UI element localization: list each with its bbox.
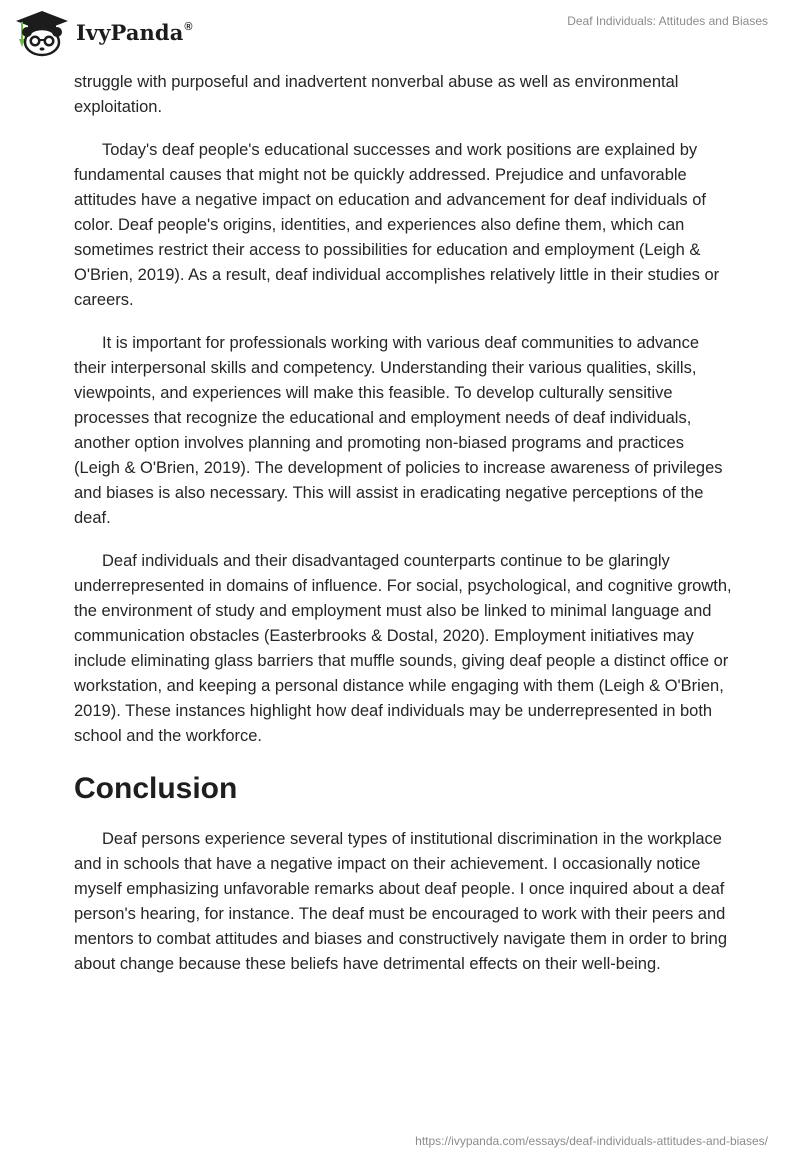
conclusion-heading: Conclusion <box>74 772 238 805</box>
paragraph-continuation: struggle with purposeful and inadvertent nonverbal abuse as well as environmental exploitation. <box>74 73 679 116</box>
essay-body <box>74 70 734 995</box>
brand-name: IvyPanda® <box>76 20 193 45</box>
ivypanda-logo[interactable] <box>14 9 193 57</box>
registered-mark: ® <box>184 21 193 33</box>
paragraph: Today's deaf people's educational successes and work positions are explained by fundamental causes that might not be quickly addressed. Prejudice and unfavorable attitudes have a negative impact on education and advancement for deaf individuals of color. Deaf people's origins, identities, and experiences also define them, which can sometimes restrict their access to possibilities for education and employment (Leigh & O'Brien, 2019). As a result, deaf individual accomplishes relatively little in their studies or careers. <box>74 141 720 309</box>
source-url[interactable]: https://ivypanda.com/essays/deaf-individuals-attitudes-and-biases/ <box>415 1134 768 1148</box>
paragraph: Deaf individuals and their disadvantaged counterparts continue to be glaringly underrepresented in domains of influence. For social, psychological, and cognitive growth, the environment of study and employment must also be linked to minimal language and communication obstacles (Easterbrooks & Dostal, 2020). Employment initiatives may include eliminating glass barriers that muffle sounds, giving deaf people a distinct office or workstation, and keeping a personal distance while engaging with them (Leigh & O'Brien, 2019). These instances highlight how deaf individuals may be underrepresented in both school and the workforce. <box>74 552 732 745</box>
paragraph: It is important for professionals working with various deaf communities to advance their interpersonal skills and competency. Understanding their various qualities, skills, viewpoints, and experiences will make this feasible. To develop culturally sensitive processes that recognize the educational and employment needs of deaf individuals, another option involves planning and promoting non-biased programs and practices (Leigh & O'Brien, 2019). The development of policies to increase awareness of privileges and biases is also necessary. This will assist in eradicating negative perceptions of the deaf. <box>74 334 723 527</box>
conclusion-paragraph: Deaf persons experience several types of institutional discrimination in the workplace and in schools that have a negative impact on their achievement. I occasionally notice myself emphasizing unfavorable remarks about deaf people. I once inquired about a deaf person's hearing, for instance. The deaf must be encouraged to work with their peers and mentors to combat attitudes and biases and constructively navigate them in order to bring about change because these beliefs have detrimental effects on their well-being. <box>74 830 728 973</box>
document-title: Deaf Individuals: Attitudes and Biases <box>567 14 768 28</box>
page-header <box>0 0 800 64</box>
panda-graduate-icon <box>14 9 70 57</box>
